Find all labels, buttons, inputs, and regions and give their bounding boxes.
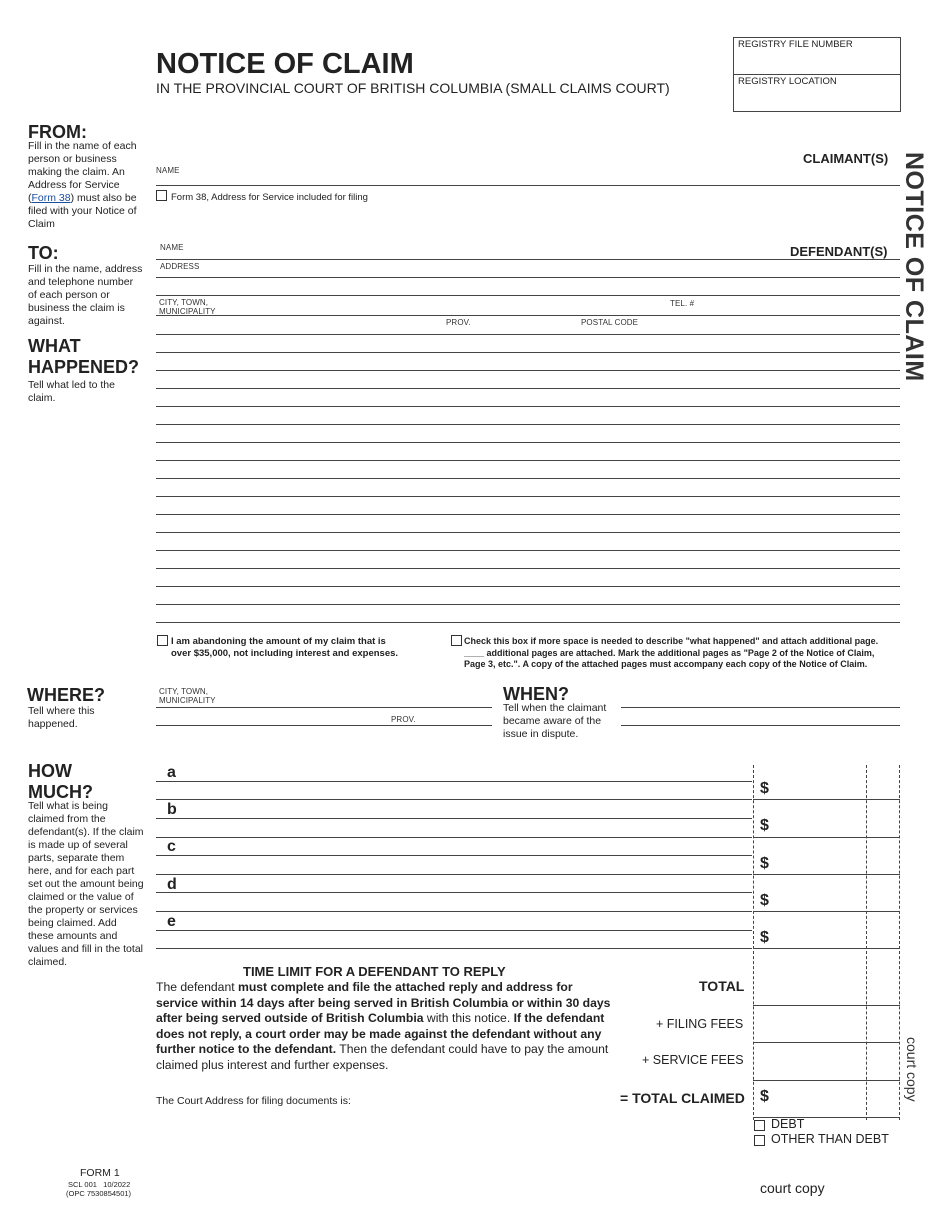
registry-box bbox=[733, 37, 901, 112]
what-line[interactable] bbox=[156, 550, 900, 551]
registry-location-field[interactable] bbox=[734, 75, 900, 111]
where-city-line[interactable] bbox=[156, 707, 492, 708]
total-claimed-label: = TOTAL CLAIMED bbox=[620, 1090, 745, 1106]
what-help: Tell what led to the claim. bbox=[28, 379, 115, 404]
item-line[interactable] bbox=[156, 892, 752, 893]
registry-file-number-label: REGISTRY FILE NUMBER bbox=[738, 39, 853, 50]
what-line[interactable] bbox=[156, 496, 900, 497]
what-line[interactable] bbox=[156, 388, 900, 389]
registry-file-number-field[interactable] bbox=[734, 38, 900, 75]
item-letter: e bbox=[167, 913, 176, 930]
what-line[interactable] bbox=[156, 604, 900, 605]
how-much-heading: HOW MUCH? bbox=[28, 761, 93, 802]
defendant-address-line-2[interactable] bbox=[156, 295, 900, 296]
time-limit-text: The defendant must complete and file the attached reply and address for service within 14 days after being served in British Columbia or within 30 days after being served outside of British Columbia with this notice. If the defendant does not reply, a court order may be made against the defendant without any further notice to the defendant. Then the defendant could have to pay the amount claimed plus interest and further expenses. bbox=[156, 980, 611, 1072]
item-letter: b bbox=[167, 801, 177, 818]
defendant-city-label: CITY, TOWN, MUNICIPALITY bbox=[159, 298, 216, 316]
what-line[interactable] bbox=[156, 514, 900, 515]
defendant-address-line[interactable] bbox=[156, 277, 900, 278]
service-fees-line[interactable] bbox=[753, 1080, 900, 1081]
other-than-debt-checkbox[interactable] bbox=[754, 1135, 765, 1146]
how-much-help: Tell what is being claimed from the defendant(s). If the claim is made up of several parts, separate them here, and for each part set out the amount being claimed or the value of the property or services being claimed. Add these amounts and values and fill in the total claimed. bbox=[28, 800, 144, 968]
amount-e-line[interactable] bbox=[753, 948, 900, 949]
item-line[interactable] bbox=[156, 855, 752, 856]
amount-d-currency: $ bbox=[760, 892, 769, 909]
filing-fees-label: + FILING FEES bbox=[656, 1017, 744, 1031]
item-line[interactable] bbox=[156, 818, 752, 819]
total-label: TOTAL bbox=[699, 978, 745, 994]
amount-b-line[interactable] bbox=[753, 837, 900, 838]
debt-label: DEBT bbox=[771, 1117, 805, 1131]
total-line[interactable] bbox=[753, 1005, 900, 1006]
what-line[interactable] bbox=[156, 442, 900, 443]
form-title: NOTICE OF CLAIM bbox=[156, 48, 414, 80]
to-heading: TO: bbox=[28, 243, 59, 263]
claimant-name-label: NAME bbox=[156, 166, 180, 175]
when-line-2[interactable] bbox=[621, 725, 900, 726]
other-than-debt-label: OTHER THAN DEBT bbox=[771, 1132, 889, 1146]
when-heading: WHEN? bbox=[503, 684, 569, 704]
where-heading: WHERE? bbox=[27, 685, 105, 705]
what-line[interactable] bbox=[156, 532, 900, 533]
defendant-tel-label: TEL. # bbox=[670, 299, 695, 308]
defendant-city-line[interactable] bbox=[156, 315, 900, 316]
what-line[interactable] bbox=[156, 334, 900, 335]
defendant-prov-label: PROV. bbox=[446, 318, 471, 327]
item-line[interactable] bbox=[156, 948, 752, 949]
total-claimed-currency: $ bbox=[760, 1088, 769, 1105]
defendant-postal-label: POSTAL CODE bbox=[581, 318, 639, 327]
form38-link[interactable]: Form 38 bbox=[31, 192, 71, 204]
item-line[interactable] bbox=[156, 837, 752, 838]
what-line[interactable] bbox=[156, 460, 900, 461]
vertical-notice-title: NOTICE OF CLAIM bbox=[900, 152, 928, 382]
claimant-name-line[interactable] bbox=[156, 185, 900, 186]
amount-c-line[interactable] bbox=[753, 874, 900, 875]
defendant-name-line[interactable] bbox=[156, 259, 900, 260]
item-line[interactable] bbox=[156, 799, 752, 800]
form-opc: (OPC 7530854501) bbox=[66, 1189, 132, 1198]
abandon-checkbox-label: I am abandoning the amount of my claim that is over $35,000, not including interest and expenses. bbox=[171, 636, 399, 659]
defendant-address-label: ADDRESS bbox=[160, 262, 200, 271]
claimants-label: CLAIMANT(S) bbox=[803, 151, 889, 166]
amount-b-currency: $ bbox=[760, 817, 769, 834]
vertical-court-copy: court copy bbox=[904, 1037, 920, 1102]
item-line[interactable] bbox=[156, 911, 752, 912]
amount-c-currency: $ bbox=[760, 855, 769, 872]
when-line[interactable] bbox=[621, 707, 900, 708]
what-line[interactable] bbox=[156, 370, 900, 371]
when-help: Tell when the claimant became aware of the issue in dispute. bbox=[503, 702, 607, 740]
form-number: FORM 1 bbox=[80, 1167, 120, 1179]
item-letter: d bbox=[167, 876, 177, 893]
more-space-checkbox[interactable] bbox=[451, 635, 462, 646]
form38-checkbox[interactable] bbox=[156, 190, 167, 201]
from-heading: FROM: bbox=[28, 122, 87, 142]
what-line[interactable] bbox=[156, 406, 900, 407]
form38-checkbox-label: Form 38, Address for Service included for filing bbox=[171, 192, 368, 203]
from-help: Fill in the name of each person or business making the claim. An Address for Service (Form 38) must also be filed with your Notice of Claim bbox=[28, 140, 137, 230]
where-city-label: CITY, TOWN, MUNICIPALITY bbox=[159, 687, 216, 705]
cents-column-divider bbox=[866, 765, 867, 1120]
debt-checkbox[interactable] bbox=[754, 1120, 765, 1131]
amount-column-right bbox=[899, 765, 900, 1120]
time-limit-heading: TIME LIMIT FOR A DEFENDANT TO REPLY bbox=[243, 964, 506, 979]
what-line[interactable] bbox=[156, 586, 900, 587]
what-line[interactable] bbox=[156, 424, 900, 425]
where-help: Tell where this happened. bbox=[28, 705, 95, 730]
defendants-label: DEFENDANT(S) bbox=[790, 244, 888, 259]
to-help: Fill in the name, address and telephone number of each person or business the claim is against. bbox=[28, 263, 143, 327]
where-prov-label: PROV. bbox=[391, 715, 416, 724]
what-line[interactable] bbox=[156, 568, 900, 569]
item-line[interactable] bbox=[156, 781, 752, 782]
what-line[interactable] bbox=[156, 622, 900, 623]
item-line[interactable] bbox=[156, 874, 752, 875]
what-line[interactable] bbox=[156, 478, 900, 479]
what-heading: WHAT HAPPENED? bbox=[28, 336, 140, 377]
amount-a-line[interactable] bbox=[753, 799, 900, 800]
amount-a-currency: $ bbox=[760, 780, 769, 797]
abandon-checkbox[interactable] bbox=[157, 635, 168, 646]
item-line[interactable] bbox=[156, 930, 752, 931]
court-address-label: The Court Address for filing documents is: bbox=[156, 1095, 351, 1107]
service-fees-label: + SERVICE FEES bbox=[642, 1053, 744, 1067]
what-line[interactable] bbox=[156, 352, 900, 353]
item-letter: a bbox=[167, 764, 176, 781]
amount-d-line[interactable] bbox=[753, 911, 900, 912]
more-space-checkbox-label: Check this box if more space is needed to describe "what happened" and attach additional page. ____ additional pages are attached. Mark the additional pages as "Page 2 of the Notice of Claim, Page 3, etc.". A copy of the attached pages must accompany each copy of the Notice of Claim. bbox=[464, 636, 879, 669]
filing-fees-line[interactable] bbox=[753, 1042, 900, 1043]
registry-location-label: REGISTRY LOCATION bbox=[738, 76, 837, 87]
where-prov-line[interactable] bbox=[156, 725, 492, 726]
amount-column-divider bbox=[753, 765, 754, 1120]
footer-court-copy: court copy bbox=[760, 1180, 825, 1196]
defendant-name-label: NAME bbox=[160, 243, 184, 252]
amount-e-currency: $ bbox=[760, 929, 769, 946]
form-code: SCL 001 10/2022 bbox=[68, 1180, 131, 1189]
item-letter: c bbox=[167, 838, 176, 855]
form-subtitle: IN THE PROVINCIAL COURT OF BRITISH COLUMBIA (SMALL CLAIMS COURT) bbox=[156, 80, 670, 96]
